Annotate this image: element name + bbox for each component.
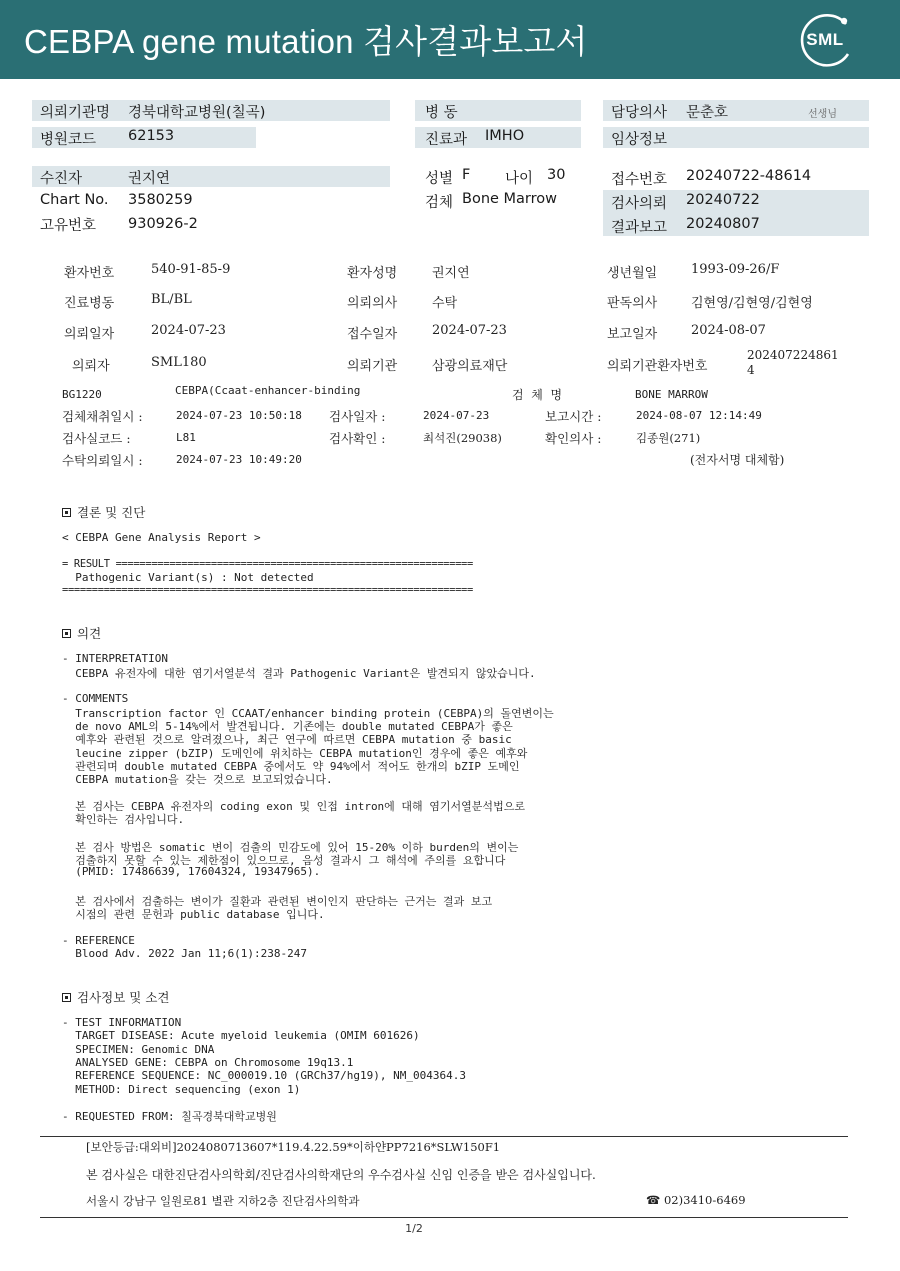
- report-title: CEBPA gene mutation 검사결과보고서: [24, 23, 588, 60]
- collect-time-value: 2024-07-23 10:50:18: [176, 409, 302, 422]
- doctor-label: 담당의사: [611, 105, 668, 121]
- report-time-label: 보고시간 :: [545, 409, 602, 424]
- test-date-value: 2024-07-23: [423, 409, 490, 422]
- report-time-value: 2024-08-07 12:14:49: [636, 409, 762, 422]
- opinion-heading-text: 의견: [77, 626, 102, 641]
- verify-doctor-label: 확인의사 :: [545, 431, 602, 446]
- logo-text: SML: [806, 30, 844, 49]
- institution-value: 경북대학교병원(칠곡): [128, 105, 266, 121]
- hospital-code-value: 62153: [128, 128, 175, 144]
- confirm-value: 최석진(29038): [423, 431, 502, 445]
- opinion-heading: [62, 624, 101, 642]
- ward-detail-value: BL/BL: [151, 292, 192, 307]
- dept-label: 진료과: [425, 132, 468, 148]
- test-date-label: 검사일자 :: [329, 409, 386, 424]
- comments-line: CEBPA mutation을 갖는 것으로 보고되었습니다.: [62, 773, 333, 786]
- result-end-rule: =====================================================================: [62, 584, 473, 596]
- sex-label: 성별: [425, 171, 454, 187]
- result-label: 결과보고: [611, 220, 668, 236]
- patient-no-label: 환자번호: [64, 266, 115, 281]
- test-information-line: SPECIMEN: Genomic DNA: [62, 1043, 215, 1056]
- report-date-label: 보고일자: [607, 327, 658, 342]
- receipt-date-value: 2024-07-23: [432, 323, 507, 338]
- comments-line: 확인하는 검사입니다.: [62, 813, 185, 826]
- sex-value: F: [462, 167, 471, 183]
- reading-doctor-label: 판독의사: [607, 296, 658, 311]
- comments-title: - COMMENTS: [62, 692, 129, 705]
- comments-line: 본 검사에서 검출하는 변이가 질환과 관련된 변이인지 판단하는 근거는 결과 보고: [62, 895, 493, 908]
- comments-line: 관련되며 double mutated CEBPA 중에서도 약 94%에서 적어도 한개의 bZIP 도메인: [62, 760, 520, 773]
- patient-name-label: 환자성명: [347, 266, 398, 281]
- test-info-heading-text: 검사정보 및 소견: [77, 990, 170, 1005]
- chart-label: Chart No.: [40, 192, 109, 208]
- requesting-institution-value: 삼광의료재단: [432, 359, 508, 374]
- collect-time-label: 검체채취일시 :: [62, 409, 143, 424]
- comments-line: 본 검사는 CEBPA 유전자의 coding exon 및 인접 intron에 대해 염기서열분석법으로: [62, 800, 525, 813]
- receipt-value: 20240722-48614: [686, 168, 812, 184]
- comments-line: leucine zipper (bZIP) 도메인에 위치하는 CEBPA mutation인 경우에 좋은 예후와: [62, 747, 528, 760]
- chart-value: 3580259: [128, 192, 193, 208]
- patient-bar: [32, 166, 390, 187]
- page-header: [0, 0, 900, 79]
- receive-time-value: 2024-07-23 10:49:20: [176, 453, 302, 466]
- specimen-value: Bone Marrow: [462, 191, 558, 207]
- requester-value: SML180: [151, 355, 207, 370]
- result-rule: = RESULT ============================================================: [62, 558, 473, 570]
- section-box-icon: [62, 508, 71, 517]
- clinical-label: 임상정보: [611, 132, 668, 148]
- footer-bottom-rule: [40, 1217, 848, 1218]
- test-information-title: - TEST INFORMATION: [62, 1016, 182, 1029]
- lab-phone: ☎ 02)3410-6469: [646, 1193, 746, 1207]
- specimen-name-value: BONE MARROW: [635, 388, 708, 401]
- test-information-line: REFERENCE SEQUENCE: NC_000019.10 (GRCh37/hg19), NM_004364.3: [62, 1069, 466, 1082]
- birth-value: 1993-09-26/F: [691, 262, 780, 277]
- conclusion-heading-text: 결론 및 진단: [77, 505, 146, 520]
- uid-label: 고유번호: [40, 218, 97, 234]
- report-date-value: 2024-08-07: [691, 323, 766, 338]
- analysis-report-title: < CEBPA Gene Analysis Report >: [62, 531, 261, 544]
- requester-label: 의뢰자: [72, 359, 110, 374]
- ward-detail-label: 진료병동: [64, 296, 115, 311]
- test-information-line: ANALYSED GENE: CEBPA on Chromosome 19q13.1: [62, 1056, 354, 1069]
- conclusion-heading: [62, 503, 145, 521]
- section-box-icon: [62, 993, 71, 1002]
- security-line: [보안등급:대외비]2024080713607*119.4.22.59*이하얀PP7216*SLW150F1: [86, 1140, 501, 1154]
- comments-line: (PMID: 17486639, 17604324, 19347965).: [62, 865, 321, 878]
- receipt-date-label: 접수일자: [347, 327, 398, 342]
- receipt-label: 접수번호: [611, 172, 668, 188]
- interpretation-text: CEBPA 유전자에 대한 염기서열분석 결과 Pathogenic Variant은 발견되지 않았습니다.: [62, 667, 536, 680]
- certification-note: 본 검사실은 대한진단검사의학회/진단검사의학재단의 우수검사실 신임 인증을 받은 검사실입니다.: [86, 1168, 596, 1182]
- institution-patient-no-value: 202407224861: [747, 348, 839, 362]
- age-label: 나이: [505, 171, 534, 187]
- institution-label: 의뢰기관명: [40, 105, 111, 121]
- requesting-doctor-label: 의뢰의사: [347, 296, 398, 311]
- request-date-label: 의뢰일자: [64, 327, 115, 342]
- esign-note: (전자서명 대체함): [690, 453, 785, 467]
- institution-patient-no-value-cont: 4: [747, 363, 755, 377]
- patient-no-value: 540-91-85-9: [151, 262, 231, 277]
- patient-value: 권지연: [128, 171, 171, 187]
- test-code: BG1220: [62, 388, 102, 401]
- specimen-label: 검체: [425, 195, 454, 211]
- dept-value: IMHO: [485, 128, 525, 144]
- requesting-doctor-value: 수탁: [432, 296, 458, 311]
- request-date-value: 2024-07-23: [151, 323, 226, 338]
- verify-doctor-value: 김종원(271): [636, 431, 701, 445]
- lab-code-label: 검사실코드 :: [62, 431, 131, 446]
- lab-address: 서울시 강남구 일원로81 별관 지하2층 진단검사의학과: [86, 1194, 360, 1208]
- test-name: CEBPA(Ccaat-enhancer-binding: [175, 384, 361, 397]
- ward-label: 병 동: [425, 105, 458, 121]
- reference-text: Blood Adv. 2022 Jan 11;6(1):238-247: [62, 947, 308, 960]
- comments-line: 시점의 관련 문헌과 public database 입니다.: [62, 908, 325, 921]
- interpretation-title: - INTERPRETATION: [62, 652, 168, 665]
- footer-top-rule: [40, 1136, 848, 1137]
- comments-line: de novo AML의 5-14%에서 발견됩니다. 기존에는 double mutated CEBPA가 좋은: [62, 720, 513, 733]
- requested-from: - REQUESTED FROM: 칠곡경북대학교병원: [62, 1110, 277, 1123]
- lab-code-value: L81: [176, 431, 196, 444]
- confirm-label: 검사확인 :: [329, 431, 386, 446]
- comments-line: 검출하지 못할 수 있는 제한점이 있으므로, 음성 결과시 그 해석에 주의를 요합니다: [62, 854, 506, 867]
- institution-patient-no-label: 의뢰기관환자번호: [607, 359, 708, 374]
- request-label: 검사의뢰: [611, 196, 668, 212]
- test-info-heading: [62, 988, 169, 1006]
- doctor-value: 문춘호: [686, 105, 729, 121]
- patient-label: 수진자: [40, 171, 83, 187]
- comments-line: 본 검사 방법은 somatic 변이 검출의 민감도에 있어 15-20% 이하 burden의 변이는: [62, 841, 519, 854]
- reference-title: - REFERENCE: [62, 934, 135, 947]
- hospital-code-label: 병원코드: [40, 132, 97, 148]
- test-information-line: TARGET DISEASE: Acute myeloid leukemia (OMIM 601626): [62, 1029, 420, 1042]
- receive-time-label: 수탁의뢰일시 :: [62, 453, 143, 468]
- test-information-line: METHOD: Direct sequencing (exon 1): [62, 1083, 301, 1096]
- request-value: 20240722: [686, 192, 760, 208]
- sml-logo: [796, 12, 854, 70]
- page-number: 1/2: [405, 1222, 423, 1235]
- uid-value: 930926-2: [128, 216, 198, 232]
- requesting-institution-label: 의뢰기관: [347, 359, 398, 374]
- birth-label: 생년월일: [607, 266, 658, 281]
- comments-line: 예후와 관련된 것으로 알려졌으나, 최근 연구에 따르면 CEBPA mutation 중 basic: [62, 733, 512, 746]
- reading-doctor-value: 김현영/김현영/김현영: [691, 296, 813, 311]
- result-line: Pathogenic Variant(s) : Not detected: [62, 571, 314, 584]
- patient-name-value: 권지연: [432, 266, 470, 281]
- result-value: 20240807: [686, 216, 760, 232]
- doctor-suffix: 선생님: [808, 109, 837, 120]
- section-box-icon: [62, 629, 71, 638]
- age-value: 30: [547, 167, 566, 183]
- specimen-name-label: 검 체 명: [512, 388, 563, 402]
- comments-line: Transcription factor 인 CCAAT/enhancer binding protein (CEBPA)의 돌연변이는: [62, 707, 554, 720]
